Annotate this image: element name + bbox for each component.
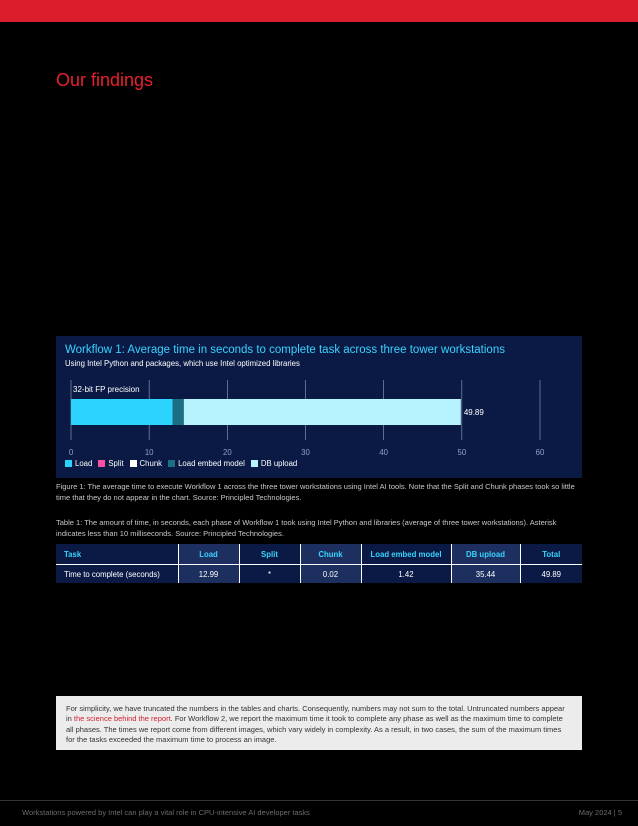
category-label: 32-bit FP precision: [73, 385, 140, 394]
chart-svg: [56, 336, 582, 478]
x-tick-label: 50: [457, 448, 467, 457]
table-caption: Table 1: The amount of time, in seconds, each phase of Workflow 1 took using Intel Python and libraries (average of three tower workstations). Asterisk indicates less than 10 milliseconds. Source: Principled Technologies.: [56, 518, 557, 538]
table-cell-total: 49.89: [520, 565, 582, 584]
chart-legend: [65, 459, 297, 468]
table-header-db-upload: DB upload: [451, 544, 520, 565]
table-header-task: Task: [56, 544, 178, 565]
bar-segment-db-upload: [184, 399, 461, 425]
total-data-label: 49.89: [463, 408, 484, 417]
legend-label: Load embed model: [178, 459, 245, 468]
table-header-load: Load: [178, 544, 239, 565]
legend-label: DB upload: [260, 459, 298, 468]
legend-item: [130, 459, 163, 468]
x-tick-label: 30: [301, 448, 310, 457]
table-cell-chunk: 0.02: [300, 565, 361, 584]
table-cell-load-embed-model: 1.42: [361, 565, 451, 584]
figure-caption: Figure 1: The average time to execute Workflow 1 across the three tower workstations using Intel AI tools. Note that the Split and Chunk phases took so little time that they do not appear in the chart. Source: Principled Technologies.: [56, 482, 575, 502]
table-cell-load: 12.99: [178, 565, 239, 584]
footer-divider: [0, 800, 638, 801]
legend-label: Split: [108, 459, 124, 468]
chart-subtitle: Using Intel Python and packages, which use Intel optimized libraries: [65, 359, 300, 368]
footer-page-number: May 2024 | 5: [578, 808, 622, 817]
x-tick-label: 0: [68, 448, 74, 457]
legend-label: Chunk: [139, 459, 163, 468]
footer-text: Workstations powered by Intel can play a vital role in CPU-intensive AI developer tasks: [22, 808, 310, 817]
table-header-load-embed-model: Load embed model: [361, 544, 451, 565]
legend-swatch: [65, 460, 72, 467]
note-text-before: For simplicity, we have truncated the numbers in the tables and charts. Consequently, numbers may not sum to the total. Untruncated numbers appear in: [66, 704, 565, 724]
x-tick-label: 40: [379, 448, 389, 457]
bar-segment-load: [71, 399, 173, 425]
top-brand-bar: [0, 0, 638, 22]
table-cell-db-upload: 35.44: [451, 565, 520, 584]
legend-swatch: [168, 460, 175, 467]
table-header-row: [56, 544, 582, 565]
legend-label: Load: [75, 459, 93, 468]
science-report-link[interactable]: the science behind the report: [73, 714, 171, 724]
results-table: [56, 544, 582, 583]
chart-panel: [56, 336, 582, 478]
note-box: [56, 696, 582, 750]
legend-swatch: [130, 460, 137, 467]
table-header-split: Split: [239, 544, 300, 565]
legend-item: [251, 459, 297, 468]
table-header-chunk: Chunk: [300, 544, 361, 565]
legend-item: [65, 459, 92, 468]
page-title: Our findings: [56, 70, 154, 90]
x-tick-label: 60: [535, 448, 545, 457]
note-text-after: . For Workflow 2, we report the maximum time it took to complete any phase as well as the maximum time to complete all phases. The times we report come from different images, which vary widely in complexity. As a result, in two cases, the sum of the maximum times for the tasks exceeded the maximum time to process an image.: [66, 714, 563, 745]
table-cell-split: *: [239, 565, 300, 584]
bar-segment-load-embed-model: [173, 399, 184, 425]
note-text: [66, 704, 572, 746]
chart-title: Workflow 1: Average time in seconds to complete task across three tower workstations: [65, 344, 505, 356]
x-tick-label: 10: [144, 448, 154, 457]
legend-swatch: [98, 460, 105, 467]
legend-swatch: [251, 460, 258, 467]
legend-item: [98, 459, 123, 468]
table-row: [56, 565, 582, 584]
table-header-total: Total: [520, 544, 582, 565]
x-tick-label: 20: [222, 448, 232, 457]
table-cell-task: Time to complete (seconds): [56, 565, 178, 584]
legend-item: [168, 459, 245, 468]
